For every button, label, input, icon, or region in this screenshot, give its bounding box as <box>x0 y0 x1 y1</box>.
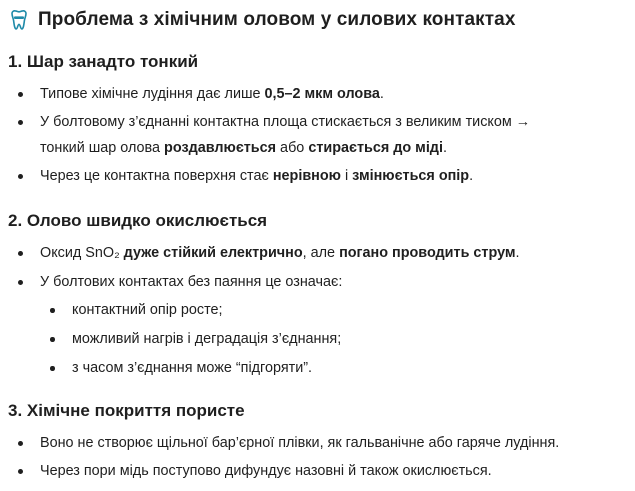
text-run: Воно не створює щільної бар’єрної плівки, як гальванічне або гаряче лудіння. <box>40 435 560 451</box>
text-run-bold: погано проводить струм <box>339 245 516 261</box>
bullet-marker <box>18 92 23 97</box>
section-heading-2: 2. Олово швидко окислюється <box>8 211 268 230</box>
text-run-bold: нерівною <box>272 168 341 184</box>
bullet-s1-3 <box>40 167 473 185</box>
bullet-s2-1 <box>40 244 520 262</box>
page-title: Проблема з хімічним оловом у силових контактах <box>38 9 516 30</box>
sub-bullet-1: контактний опір росте; <box>72 302 223 318</box>
text-run: Через це контактна поверхня стає <box>40 168 273 184</box>
text-run: Через пори мідь поступово дифундує назовні й також окислюється. <box>40 463 492 479</box>
text-run-bold: стирається до міді <box>308 140 443 156</box>
text-run: . <box>379 86 384 102</box>
title-row <box>8 7 516 33</box>
text-run-bold: роздавлюється <box>164 140 277 156</box>
text-run: . <box>515 245 520 261</box>
bullet-s1-2-continuation <box>40 139 447 157</box>
tooth-icon <box>8 9 30 31</box>
text-run: . <box>469 168 474 184</box>
bullet-marker <box>18 120 23 125</box>
text-run: . <box>442 140 447 156</box>
text-run: У болтовому з’єднанні контактна площа стискається з великим тиском → <box>40 114 531 130</box>
bullet-s1-2 <box>40 113 530 131</box>
text-run-bold: 0,5–2 мкм олова <box>264 86 380 102</box>
text-run-bold: змінюється опір <box>352 168 470 184</box>
sub-bullet-marker <box>50 366 55 371</box>
text-run: або <box>276 140 309 156</box>
bullet-marker <box>18 251 23 256</box>
text-run: Оксид SnO₂ <box>40 245 124 261</box>
text-run: , але <box>302 245 340 261</box>
text-run: і <box>340 168 353 184</box>
text-run: тонкий шар олова <box>40 140 165 156</box>
section-heading-3: 3. Хімічне покриття пористе <box>8 401 245 420</box>
text-run-bold: дуже стійкий електрично <box>123 245 303 261</box>
section-heading-1: 1. Шар занадто тонкий <box>8 52 199 71</box>
bullet-s3-2 <box>40 462 492 480</box>
bullet-marker <box>18 174 23 179</box>
bullet-marker <box>18 280 23 285</box>
bullet-s2-2 <box>40 273 342 291</box>
sub-bullet-3: з часом з’єднання може “підгоряти”. <box>72 360 313 376</box>
bullet-s3-1 <box>40 434 559 452</box>
bullet-s1-1 <box>40 85 384 103</box>
text-run: Типове хімічне лудіння дає лише <box>40 86 265 102</box>
sub-bullet-marker <box>50 337 55 342</box>
bullet-marker <box>18 441 23 446</box>
sub-bullet-marker <box>50 308 55 313</box>
bullet-marker <box>18 469 23 474</box>
sub-bullet-2: можливий нагрів і деградація з’єднання; <box>72 331 342 347</box>
text-run: У болтових контактах без паяння це означає: <box>40 274 343 290</box>
